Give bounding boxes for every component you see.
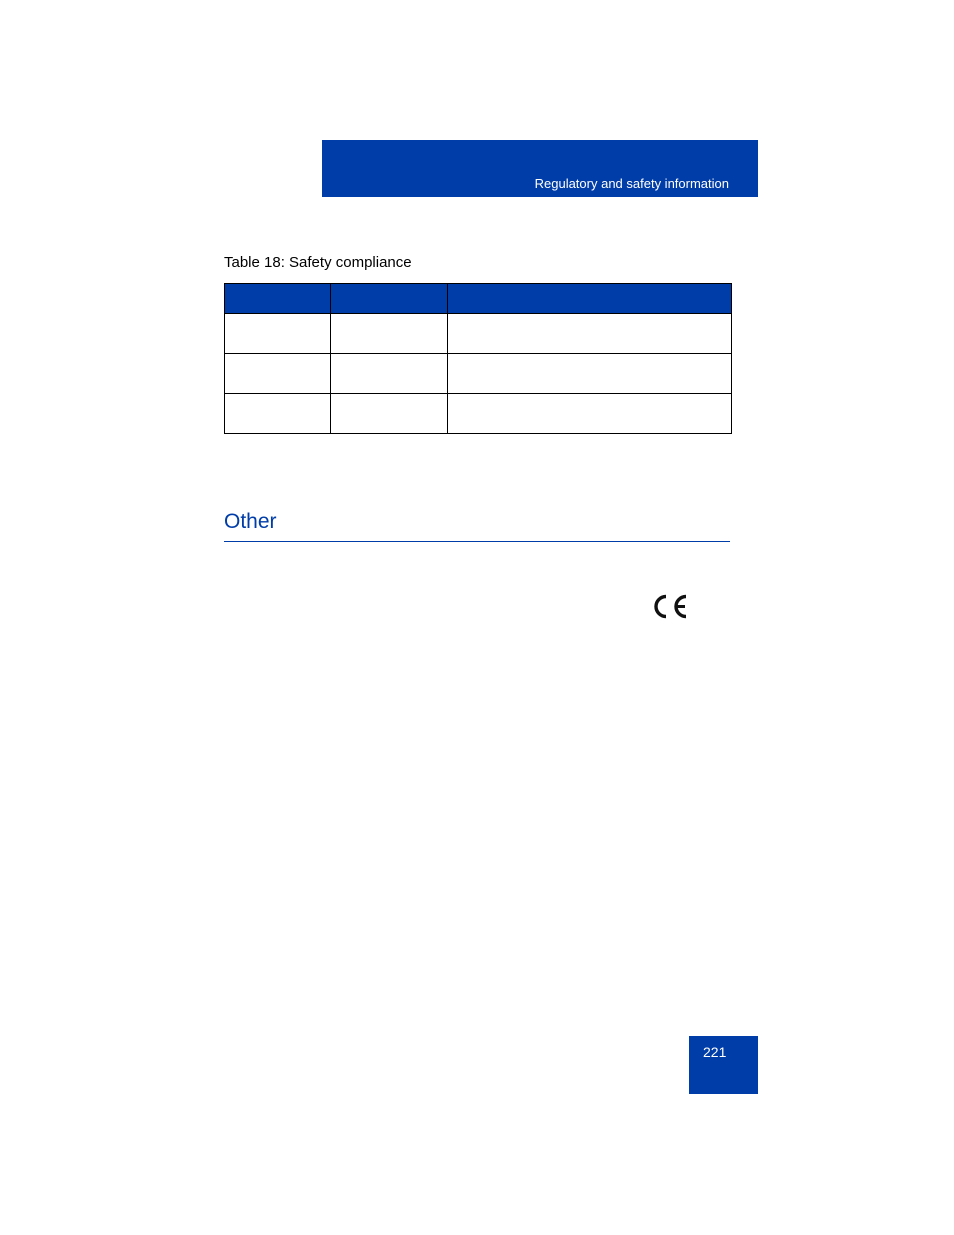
header-band — [322, 140, 758, 197]
safety-compliance-table — [224, 283, 732, 434]
table-header-cell — [448, 284, 732, 314]
section-heading-other: Other — [224, 510, 277, 533]
table-cell — [448, 314, 732, 354]
section-divider — [224, 541, 730, 542]
page-number-box — [689, 1036, 758, 1094]
table-row — [225, 354, 732, 394]
table-cell — [331, 314, 448, 354]
table-cell — [448, 394, 732, 434]
table-cell — [331, 394, 448, 434]
table-header-cell — [331, 284, 448, 314]
table-header-row — [225, 284, 732, 314]
table-cell — [448, 354, 732, 394]
table-row — [225, 394, 732, 434]
table-cell — [331, 354, 448, 394]
running-header: Regulatory and safety information — [534, 176, 729, 191]
table-row — [225, 314, 732, 354]
table-cell — [225, 354, 331, 394]
table-cell — [225, 394, 331, 434]
table-header-cell — [225, 284, 331, 314]
page-number: 221 — [703, 1044, 727, 1060]
ce-mark-icon — [650, 593, 688, 620]
table-caption: Table 18: Safety compliance — [224, 254, 412, 271]
table-cell — [225, 314, 331, 354]
